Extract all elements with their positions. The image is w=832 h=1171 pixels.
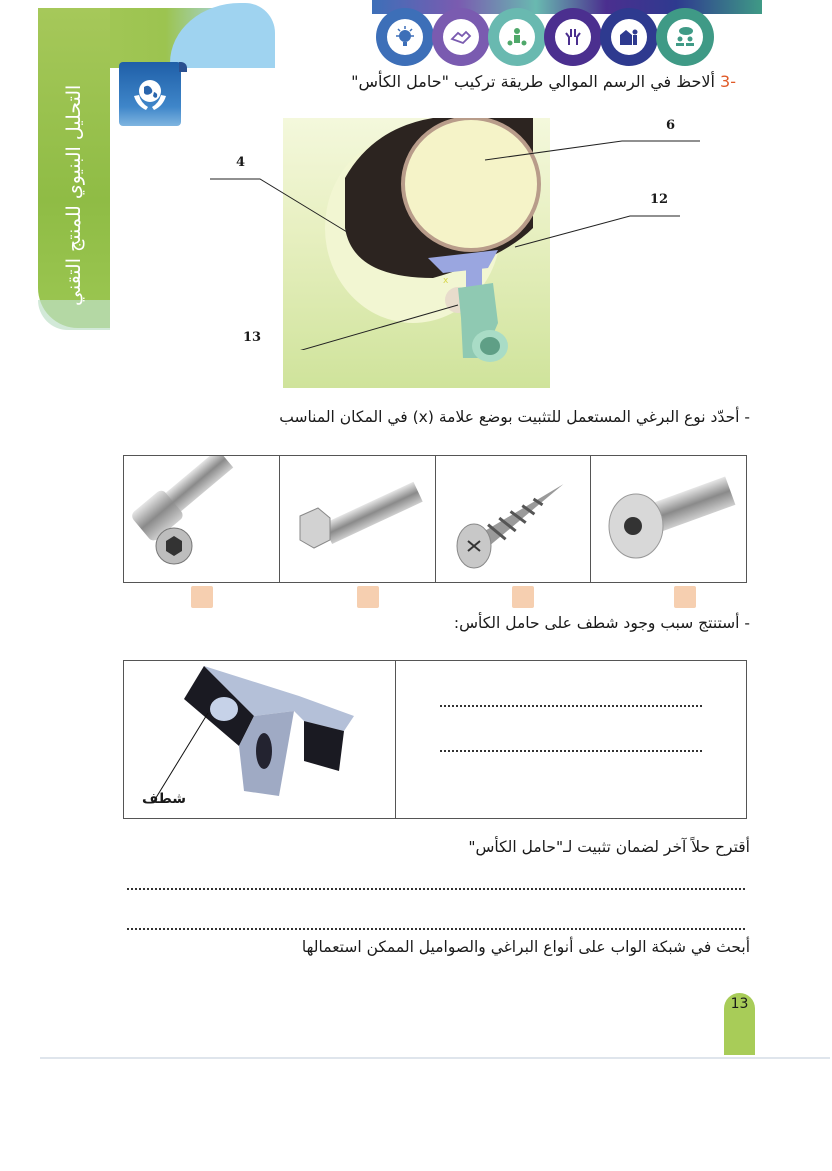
chamfer-label: شطف [142, 791, 187, 807]
svg-text:x: x [443, 276, 449, 286]
hex-socket-screw-icon [124, 456, 279, 582]
raised-hands-icon [544, 8, 602, 66]
screw-option-checkbox-2[interactable] [357, 586, 379, 608]
screw-option-checkbox-1[interactable] [191, 586, 213, 608]
answer-line-2[interactable] [440, 750, 702, 752]
hex-bolt-icon [279, 456, 435, 582]
screw-option-checkbox-3[interactable] [512, 586, 534, 608]
screw-options-table [123, 455, 747, 583]
label-part-12: 12 [650, 192, 669, 207]
leader-lines [210, 110, 700, 350]
chamfer-table [123, 660, 747, 819]
task3-instruction: أقترح حلاً آخر لضمان تثبيت لـ"حامل الكأس" [468, 838, 750, 856]
answer-area[interactable] [396, 661, 746, 818]
screw-option-checkbox-4[interactable] [674, 586, 696, 608]
question-title [351, 72, 736, 91]
chapter-title: التحليل البنيوي للمنتج التقني [63, 84, 85, 306]
label-part-13: 13 [243, 330, 262, 345]
footer-divider [40, 1057, 830, 1059]
task3-answer-line-1[interactable] [127, 888, 745, 890]
question-text: ألاحظ في الرسم الموالي طريقة تركيب "حامل الكأس" [351, 72, 715, 91]
discussion-icon [656, 8, 714, 66]
label-part-6: 6 [666, 118, 676, 133]
lightbulb-gear-icon [376, 8, 434, 66]
task2-instruction: - أستنتج سبب وجود شطف على حامل الكأس: [453, 614, 750, 632]
task4-instruction: أبحث في شبكة الواب على أنواع البراغي والصواميل الممكن استعمالها [301, 938, 750, 956]
task1-instruction: - أحدّد نوع البرغي المستعمل للتثبيت بوضع علامة (x) في المكان المناسب [279, 408, 750, 426]
label-part-4: 4 [236, 155, 246, 170]
question-number: -3 [720, 72, 736, 91]
chamfer-part-image [124, 661, 396, 818]
handshake-icon [432, 8, 490, 66]
page-number: 13 [724, 993, 755, 1055]
team-network-icon [488, 8, 546, 66]
wood-screw-icon [435, 456, 591, 582]
answer-line-1[interactable] [440, 705, 702, 707]
torx-screw-icon [590, 456, 746, 582]
globe-in-hands-icon [119, 62, 181, 126]
header-icons [376, 0, 766, 70]
task3-answer-line-2[interactable] [127, 928, 745, 930]
person-house-icon [600, 8, 658, 66]
